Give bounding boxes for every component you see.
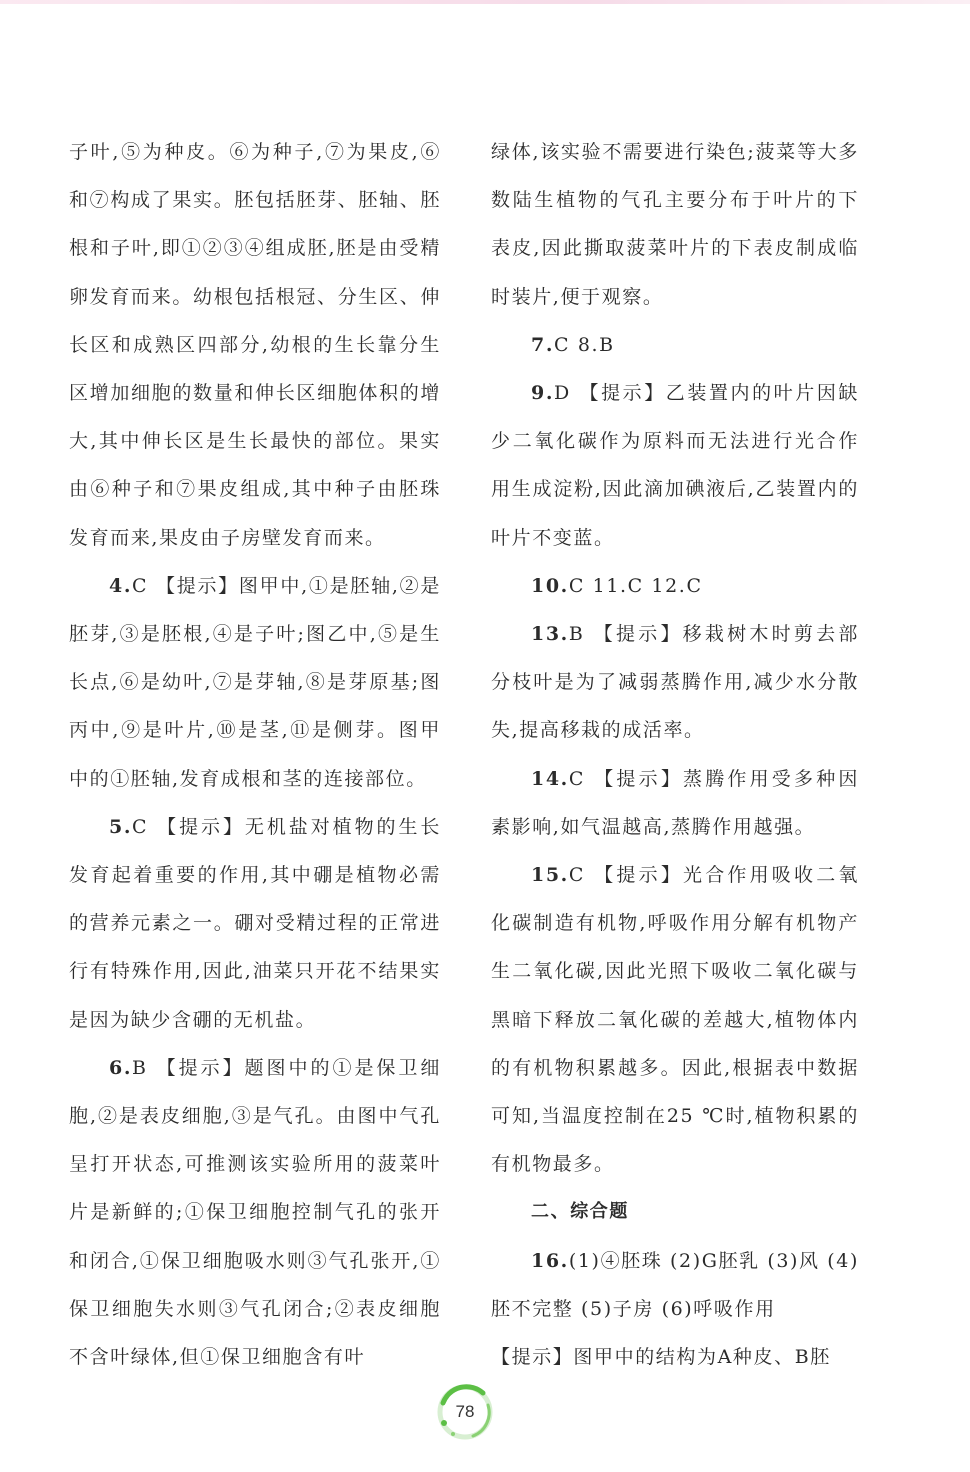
answer-paragraph: 16.(1)④胚珠 (2)G胚乳 (3)风 (4)胚不完整 (5)子房 (6)呼吸作用: [491, 1249, 860, 1320]
answer-paragraph: 绿体,该实验不需要进行染色;菠菜等大多数陆生植物的气孔主要分布于叶片的下表皮,因此撕取菠菜叶片的下表皮制成临时装片,便于观察。: [491, 141, 859, 308]
answer-paragraph: 10.C 11.C 12.C: [531, 574, 703, 597]
answer-paragraph: 15.C 【提示】光合作用吸收二氧化碳制造有机物,呼吸作用分解有机物产生二氧化碳,因此光照下吸收二氧化碳与黑暗下释放二氧化碳的差越大,植物体内的有机物积累越多。因此,根据表中数据可知,当温度控制在25 ℃时,植物积累的有机物最多。: [491, 864, 859, 1176]
right-column: [491, 128, 859, 1381]
left-column: [69, 128, 441, 1381]
answer-paragraph: 6.B 【提示】题图中的①是保卫细胞,②是表皮细胞,③是气孔。由图中气孔呈打开状态,可推测该实验所用的菠菜叶片是新鲜的;①保卫细胞控制气孔的张开和闭合,①保卫细胞吸水则③气孔张开,①保卫细胞失水则③气孔闭合;②表皮细胞不含叶绿体,但①保卫细胞含有叶: [69, 1056, 441, 1369]
answer-paragraph: 【提示】图甲中的结构为A种皮、B胚: [491, 1346, 831, 1369]
answer-paragraph: 5.C 【提示】无机盐对植物的生长发育起着重要的作用,其中硼是植物必需的营养元素之一。硼对受精过程的正常进行有特殊作用,因此,油菜只开花不结果实是因为缺少含硼的无机盐。: [69, 815, 441, 1031]
answer-paragraph: 7.C 8.B: [531, 333, 615, 356]
answer-paragraph: 4.C 【提示】图甲中,①是胚轴,②是胚芽,③是胚根,④是子叶;图乙中,⑤是生长点,⑥是幼叶,⑦是芽轴,⑧是芽原基;图丙中,⑨是叶片,⑩是茎,⑪是侧芽。图甲中的①胚轴,发育成根和茎的连接部位。: [69, 574, 441, 790]
answer-paragraph: 13.B 【提示】移栽树木时剪去部分枝叶是为了减弱蒸腾作用,减少水分散失,提高移栽的成活率。: [491, 623, 859, 742]
answer-paragraph: 14.C 【提示】蒸腾作用受多种因素影响,如气温越高,蒸腾作用越强。: [491, 767, 859, 838]
section-heading: 二、综合题: [531, 1201, 629, 1223]
answer-paragraph: 9.D 【提示】乙装置内的叶片因缺少二氧化碳作为原料而无法进行光合作用生成淀粉,因此滴加碘液后,乙装置内的叶片不变蓝。: [491, 382, 859, 549]
answer-paragraph: 子叶,⑤为种皮。⑥为种子,⑦为果皮,⑥和⑦构成了果实。胚包括胚芽、胚轴、胚根和子叶,即①②③④组成胚,胚是由受精卵发育而来。幼根包括根冠、分生区、伸长区和成熟区四部分,幼根的生长靠分生区增加细胞的数量和伸长区细胞体积的增大,其中伸长区是生长最快的部位。果实由⑥种子和⑦果皮组成,其中种子由胚珠发育而来,果皮由子房壁发育而来。: [69, 141, 441, 549]
top-border: [0, 0, 970, 4]
page-number: 78: [455, 1402, 475, 1421]
page-number-badge: [433, 1383, 497, 1441]
